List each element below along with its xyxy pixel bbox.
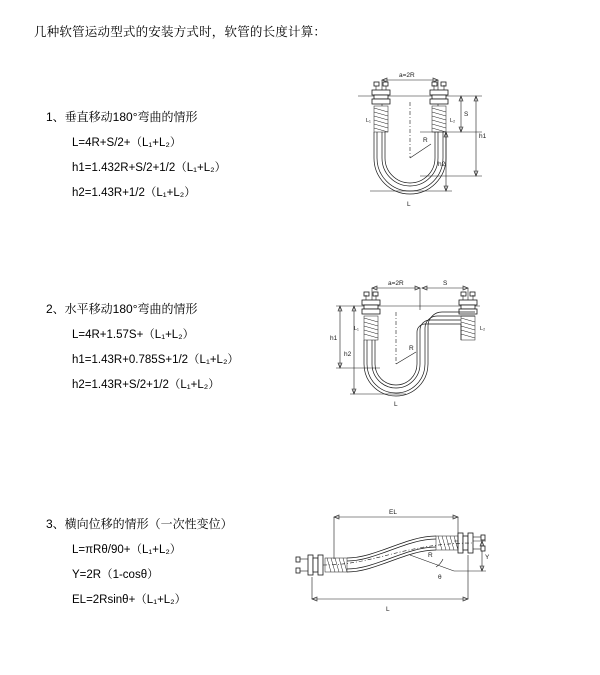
figure-2-label-r: R xyxy=(409,345,414,352)
figure-2-label-l: L xyxy=(394,401,398,408)
section-3-formula-1: L=πRθ/90+（L₁+L₂） xyxy=(72,544,182,556)
section-1-formula-2: h1=1.432R+S/2+1/2（L₁+L₂） xyxy=(72,162,227,174)
section-1-title: 1、垂直移动180°弯曲的情形 xyxy=(46,110,198,124)
section-2-formula-2: h1=1.43R+0.785S+1/2（L₁+L₂） xyxy=(72,354,239,366)
section-2-text xyxy=(46,300,316,392)
figure-vertical-180-bend xyxy=(310,66,510,266)
figure-3-label-l: L xyxy=(386,606,390,613)
figure-2-label-h2: h2 xyxy=(344,351,352,358)
page-title: 几种软管运动型式的安装方式时，软管的长度计算： xyxy=(34,25,327,39)
figure-1-label-h2: h2 xyxy=(438,161,446,168)
figure-3-label-theta: θ xyxy=(438,574,442,581)
section-1-formula-3: h2=1.43R+1/2（L₁+L₂） xyxy=(72,187,196,199)
figure-lateral-offset xyxy=(286,499,506,639)
figure-2-label-l1: L₁ xyxy=(354,326,359,332)
figure-2-label-top2: S xyxy=(443,280,448,287)
section-2-formula-1: L=4R+1.57S+（L₁+L₂） xyxy=(72,329,195,341)
section-3-text xyxy=(46,515,316,607)
figure-2-label-h1: h1 xyxy=(330,335,338,342)
section-3-formula-2: Y=2R（1-cosθ） xyxy=(72,569,159,581)
figure-1-label-l2: L₂ xyxy=(450,118,456,124)
figure-3-label-y: Y xyxy=(485,554,490,561)
figure-1-label-s: S xyxy=(464,111,469,118)
section-1-formula-1: L=4R+S/2+（L₁+L₂） xyxy=(72,137,182,149)
figure-horizontal-180-bend xyxy=(310,272,510,452)
figure-3-label-r: R xyxy=(428,552,433,559)
section-2-formula-3: h2=1.43R+S/2+1/2（L₁+L₂） xyxy=(72,379,220,391)
figure-1-label-l1: L₁ xyxy=(366,118,371,124)
figure-1-label-h1: h1 xyxy=(479,133,487,140)
figure-2-label-top: a=2R xyxy=(388,280,404,287)
section-lateral-offset xyxy=(0,509,600,655)
section-3-formula-3: EL=2Rsinθ+（L₁+L₂） xyxy=(72,594,187,606)
section-vertical-movement xyxy=(0,72,600,278)
figure-3-label-top: EL xyxy=(389,509,397,516)
figure-1-label-r: R xyxy=(423,137,428,144)
figure-2-label-l2: L₂ xyxy=(480,326,486,332)
section-3-title: 3、横向位移的情形（一次性变位） xyxy=(46,517,233,531)
section-1-text xyxy=(46,108,316,200)
figure-1-label-top: a=2R xyxy=(399,72,415,79)
section-2-title: 2、水平移动180°弯曲的情形 xyxy=(46,302,198,316)
figure-1-label-l: L xyxy=(407,201,411,208)
section-horizontal-movement xyxy=(0,280,600,470)
